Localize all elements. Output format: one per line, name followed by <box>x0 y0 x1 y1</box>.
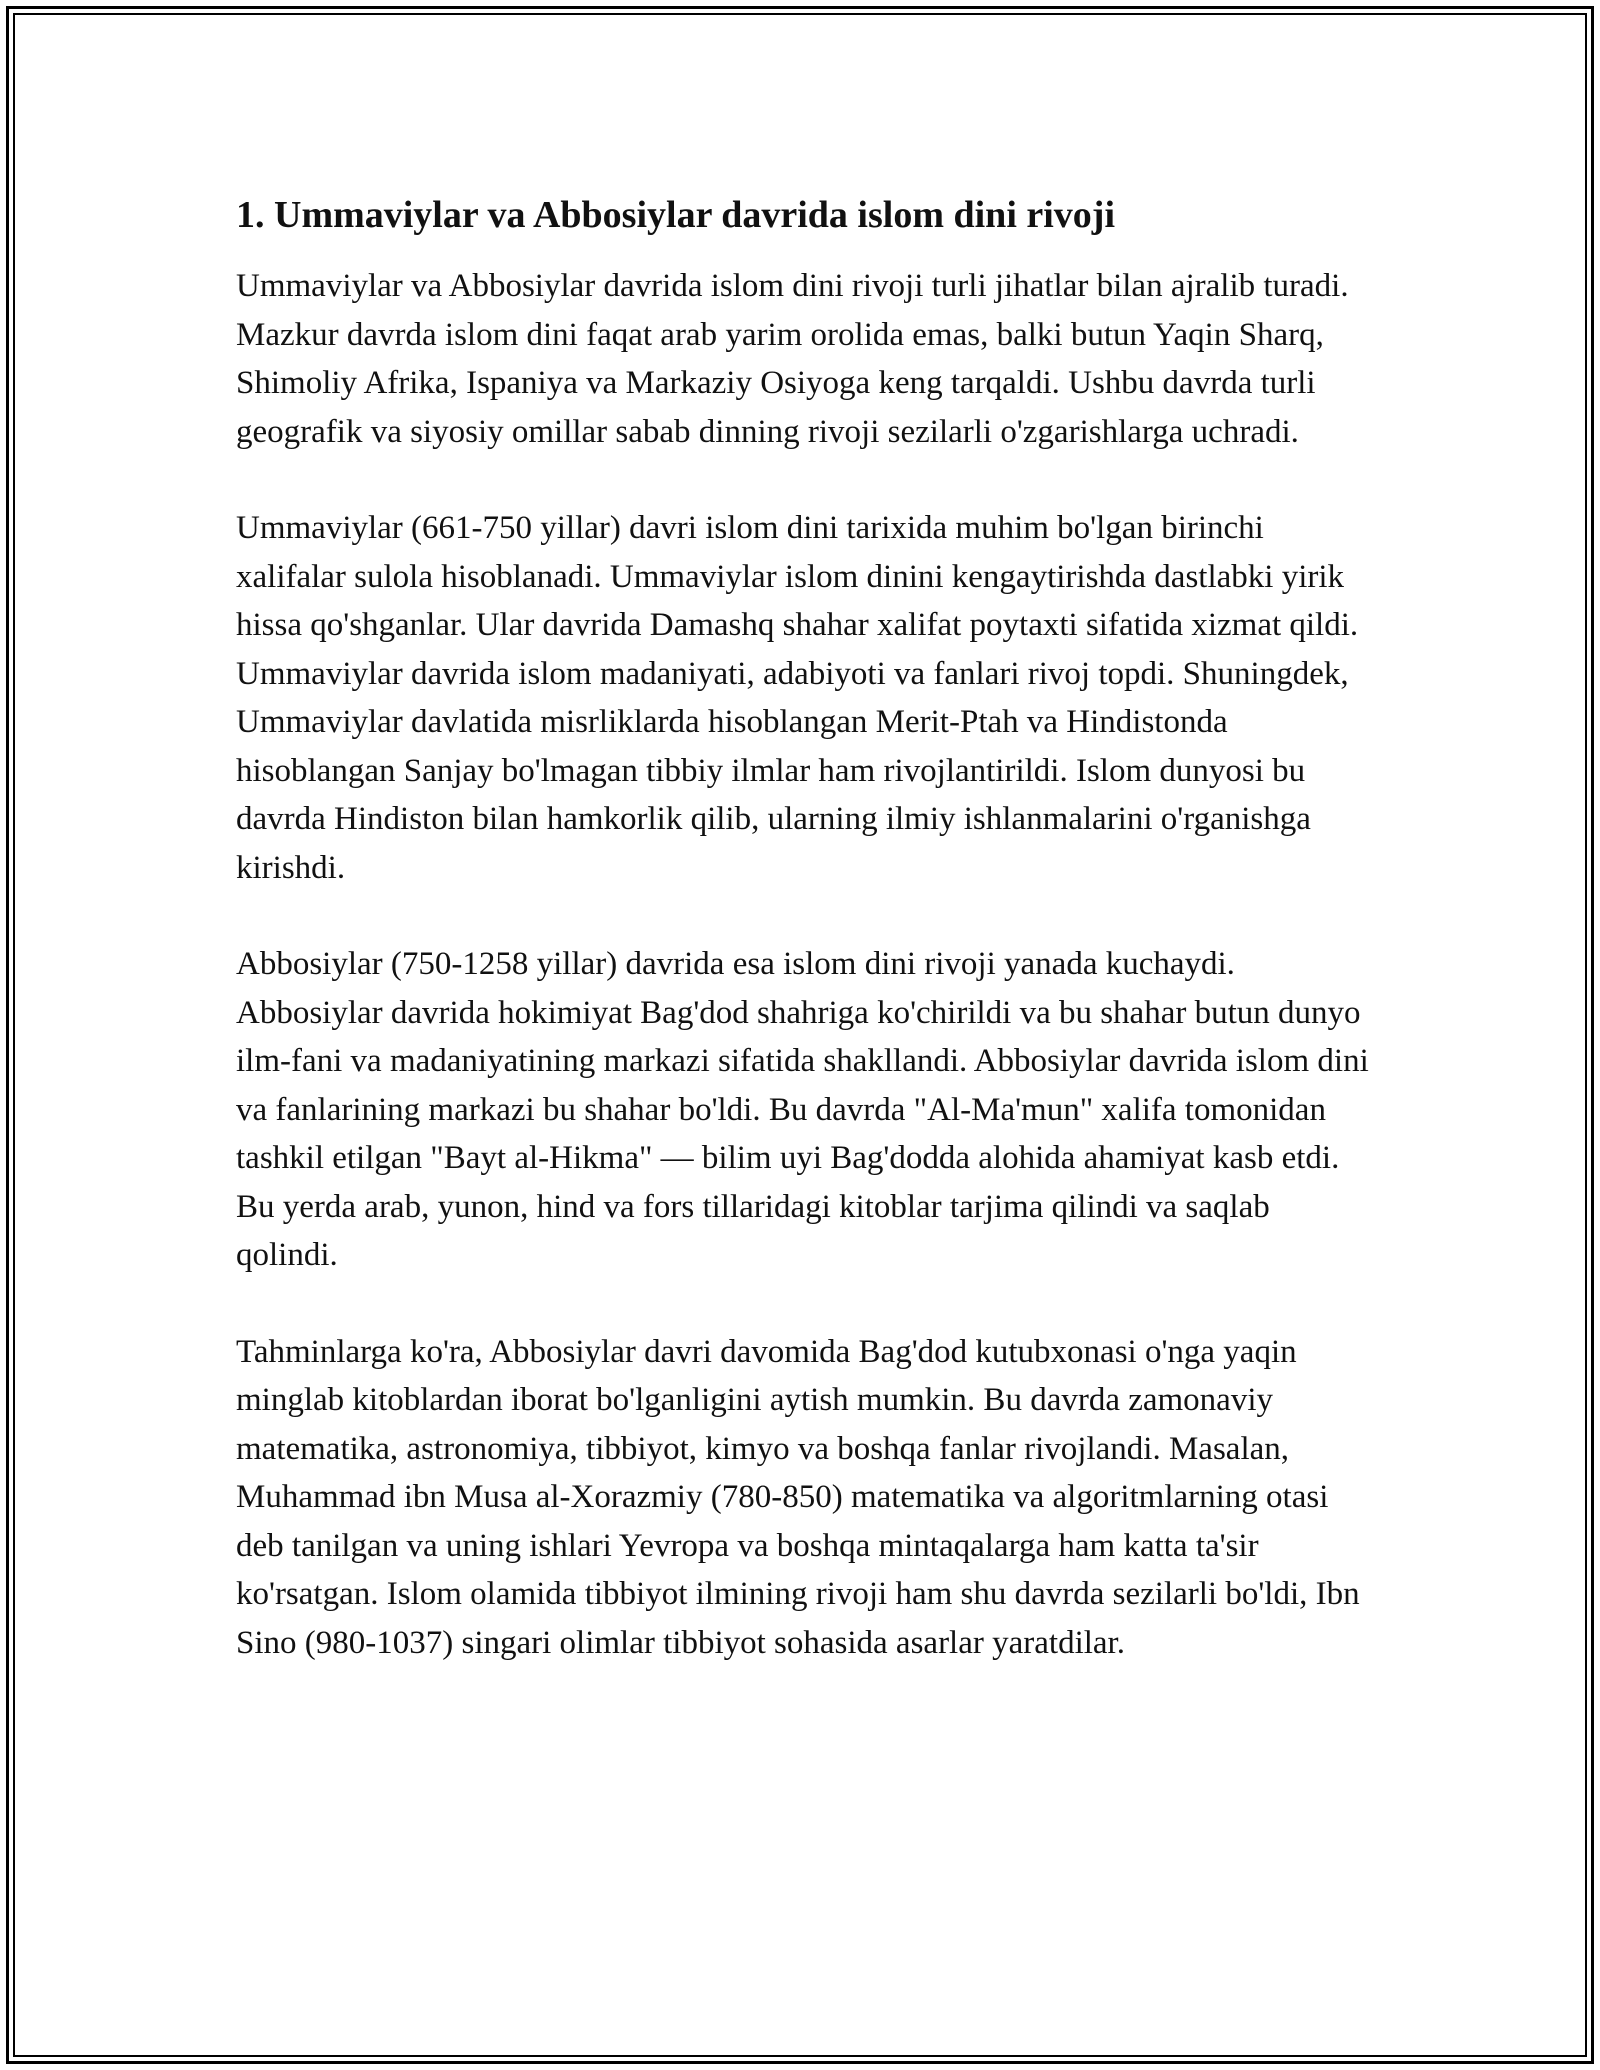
paragraph-sciences: Tahminlarga ko'ra, Abbosiylar davri davomida Bag'dod kutubxonasi o'nga yaqin minglab kitoblardan iborat bo'lganligini aytish mumkin. Bu davrda zamonaviy matematika, astronomiya, tibbiyot, kimyo va boshqa fanlar rivojlandi. Masalan, Muhammad ibn Musa al-Xorazmiy (780-850) matematika va algoritmlarning otasi deb tanilgan va uning ishlari Yevropa va boshqa mintaqalarga ham katta ta'sir ko'rsatgan. Islom olamida tibbiyot ilmining rivoji ham shu davrda sezilarli bo'ldi, Ibn Sino (980-1037) singari olimlar tibbiyot sohasida asarlar yaratdilar. <box>236 1333 1360 1661</box>
paragraph-intro: Ummaviylar va Abbosiylar davrida islom dini rivoji turli jihatlar bilan ajralib turadi. Mazkur davrda islom dini faqat arab yarim orolida emas, balki butun Yaqin Sharq, Shimoliy Afrika, Ispaniya va Markaziy Osiyoga keng tarqaldi. Ushbu davrda turli geografik va siyosiy omillar sabab dinning rivoji sezilarli o'zgarishlarga uchradi. <box>236 268 1349 450</box>
section-heading: 1. Ummaviylar va Abbosiylar davrida islom dini rivoji <box>236 194 1116 236</box>
paragraph-umayyads: Ummaviylar (661-750 yillar) davri islom dini tarixida muhim bo'lgan birinchi xalifalar sulola hisoblanadi. Ummaviylar islom dinini kengaytirishda dastlabki yirik hissa qo'shganlar. Ular davrida Damashq shahar xalifat poytaxti sifatida xizmat qildi. Ummaviylar davrida islom madaniyati, adabiyoti va fanlari rivoj topdi. Shuningdek, Ummaviylar davlatida misrliklarda hisoblangan Merit-Ptah va Hindistonda hisoblangan Sanjay bo'lmagan tibbiy ilmlar ham rivojlantirildi. Islom dunyosi bu davrda Hindiston bilan hamkorlik qilib, ularning ilmiy ishlanmalarini o'rganishga kirishdi. <box>236 510 1359 886</box>
document-body <box>236 188 1371 1715</box>
paragraph-abbasids: Abbosiylar (750-1258 yillar) davrida esa islom dini rivoji yanada kuchaydi. Abbosiylar davrida hokimiyat Bag'dod shahriga ko'chirildi va bu shahar butun dunyo ilm-fani va madaniyatining markazi sifatida shakllandi. Abbosiylar davrida islom dini va fanlarining markazi bu shahar bo'ldi. Bu davrda "Al-Ma'mun" xalifa tomonidan tashkil etilgan "Bayt al-Hikma" — bilim uyi Bag'dodda alohida ahamiyat kasb etdi. Bu yerda arab, yunon, hind va fors tillaridagi kitoblar tarjima qilindi va saqlab qolindi. <box>236 946 1369 1273</box>
